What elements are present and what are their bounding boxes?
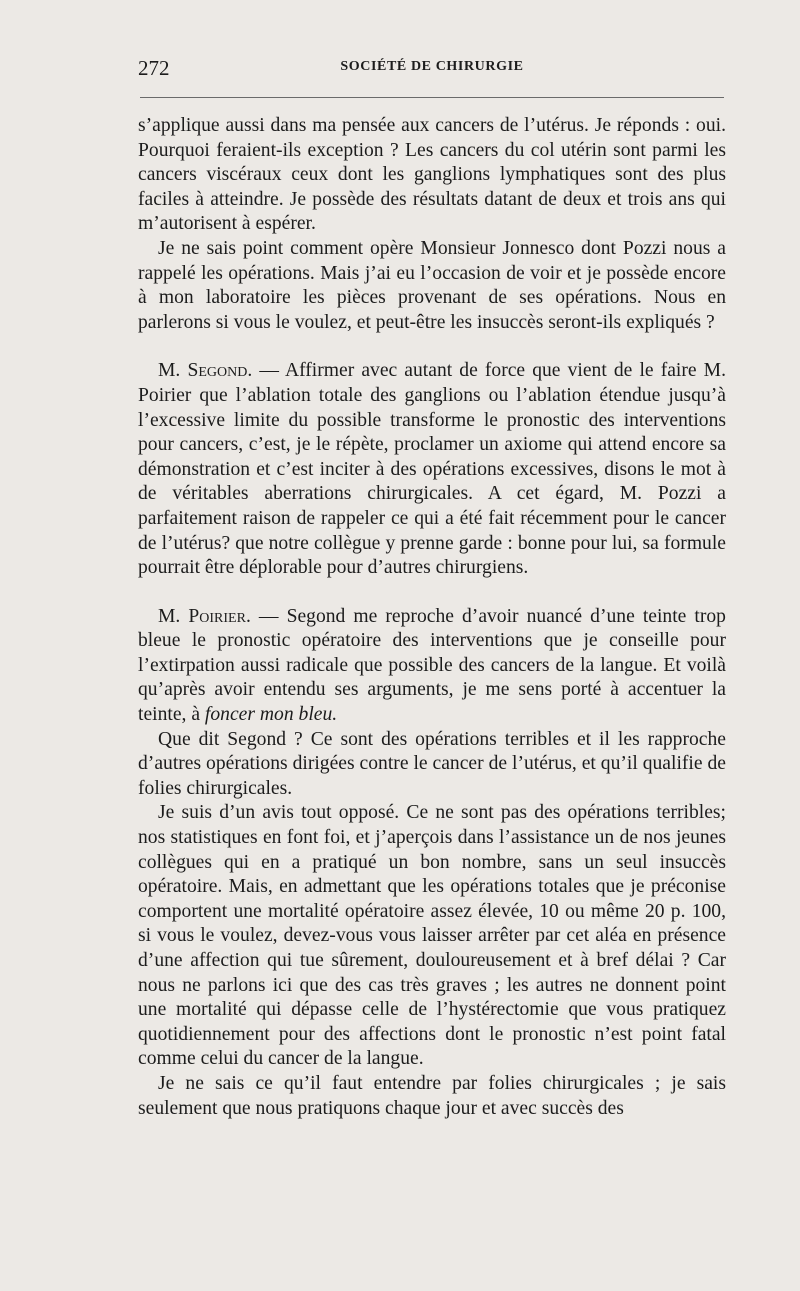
paragraph — [138, 1072, 726, 1121]
paragraph-text: Que dit Segond ? Ce sont des opérations terribles et il les rapproche d’autres opérations dirigées contre le cancer de l’utérus, et qu’il qualifie de folies chirurgicales. — [138, 728, 726, 799]
paragraph-text: s’applique aussi dans ma pensée aux cancers de l’utérus. Je réponds : oui. Pourquoi feraient-ils exception ? Les cancers du col utérin sont parmi les cancers viscéraux ceux dont les ganglions lymphatiques sont des plus faciles à atteindre. Je possède des résultats datant de deux et trois ans qui m’autorisent à espérer. — [138, 115, 726, 235]
running-title: SOCIÉTÉ DE CHIRURGIE — [340, 59, 524, 74]
page-number: 272 — [138, 56, 170, 80]
paragraph-text: — Affirmer avec autant de force que vient de le faire M. Poirier que l’ablation totale des ganglions ou l’ablation étendue jusqu’à l’excessive limite du possible transforme le pronostic des interventions pour cancers, c’est, je le répète, proclamer un axiome qui attend encore sa démonstration et c’est inciter à des opérations excessives, disons le mot à de véritables aberrations chirurgicales. A cet égard, M. Pozzi a parfaitement raison de rappeler ce qui a été fait récemment pour le cancer de l’utérus? que notre collègue y prenne garde : bonne pour lui, sa formule pourrait être déplorable pour d’autres chirurgiens. — [138, 360, 727, 579]
speaker-prefix: M. — [158, 605, 181, 627]
paragraph-text: Je ne sais point comment opère Monsieur Jonnesco dont Pozzi nous a rappelé les opérations. Mais j’ai eu l’occasion de voir et je possède encore à mon laboratoire les pièces provenant de ses opérations. Nous en parlerons si vous le voulez, et peut-être les insuccès seront-ils expliqués ? — [138, 237, 726, 333]
speaker-paragraph — [138, 359, 726, 580]
speaker-name: Segond. — [187, 360, 253, 382]
header-rule — [140, 97, 724, 98]
paragraph-text: Je suis d’un avis tout opposé. Ce ne sont pas des opérations terribles; nos statistiques en font foi, et j’aperçois dans l’assistance un de nos jeunes collègues qui en a pratiqué un bon nombre, sans un seul insuccès opératoire. Mais, en admettant que les opérations totales que je préconise comportent une mortalité opératoire assez élevée, 10 ou même 20 p. 100, si vous le voulez, devez-vous vous laisser arrêter par cet aléa en présence d’une affection qui tue sûrement, douloureusement et à bref délai ? Car nous ne parlons ici que des cas très graves ; les autres ne donnent point une mortalité qui dépasse celle de l’hystérectomie que vous pratiquez quotidiennement pour des affections dont le pronostic n’est point fatal comme celui du cancer de la langue. — [138, 802, 726, 1070]
paragraph — [138, 237, 726, 335]
paragraph-text: Je ne sais ce qu’il faut entendre par folies chirurgicales ; je sais seulement que nous pratiquons chaque jour et avec succès des — [138, 1072, 726, 1119]
speaker-paragraph — [138, 605, 726, 728]
body-text — [138, 114, 726, 1121]
emphasis-text: foncer mon bleu. — [204, 704, 338, 726]
paragraph — [138, 114, 726, 237]
page-header — [138, 56, 726, 86]
speaker-prefix: M. — [158, 360, 181, 382]
paragraph — [138, 801, 726, 1072]
paragraph — [138, 728, 726, 802]
paragraph-text: — Segond me reproche d’avoir nuancé d’une teinte trop bleue le pronostic opératoire des interventions que je conseille pour l’extirpation aussi radicale que possible des cancers de la langue. Et voilà qu’après avoir entendu ses arguments, je me sens porté à accentuer la teinte, à — [138, 605, 726, 726]
speaker-name: Poirier. — [188, 605, 251, 627]
